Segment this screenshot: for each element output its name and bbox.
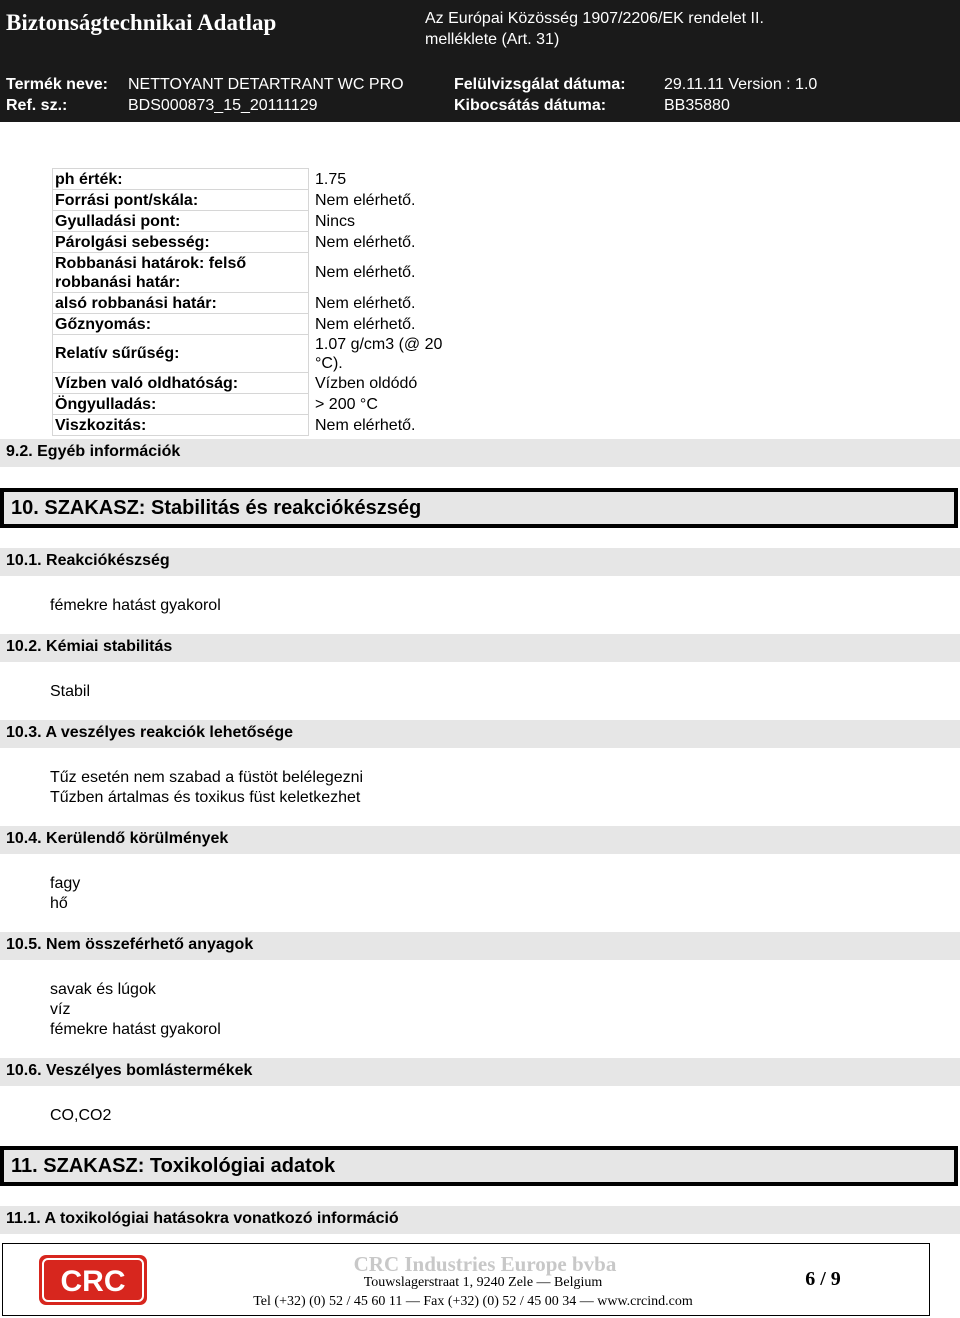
issue-date-label: Kibocsátás dátuma: [454, 97, 607, 114]
property-label: Öngyulladás: [53, 394, 309, 415]
chemical-stability-text: Stabil [50, 683, 91, 700]
text-line: savak és lúgok [50, 981, 156, 998]
text-line: hő [50, 895, 68, 912]
property-value: Nem elérhető. [315, 191, 416, 209]
property-label: Robbanási határok: felső robbanási határ: [53, 253, 309, 293]
ref-number-label: Ref. sz.: [6, 97, 68, 114]
table-row [53, 232, 472, 253]
regulation-line-2: melléklete (Art. 31) [425, 31, 560, 48]
subsection-heading-10-4: 10.4. Kerülendő körülmények [0, 826, 960, 854]
page-footer [2, 1243, 930, 1316]
section-heading-10: 10. SZAKASZ: Stabilitás és reakciókészség [0, 488, 958, 528]
property-value: 1.75 [315, 170, 347, 188]
revision-date-value: 29.11.11 Version : 1.0 [664, 76, 818, 93]
subsection-heading-10-3: 10.3. A veszélyes reakciók lehetősége [0, 720, 960, 748]
property-value: Nem elérhető. [315, 233, 416, 251]
property-label: Forrási pont/skála: [53, 190, 309, 211]
page-number: 6 / 9 [805, 1268, 841, 1290]
text-line: fagy [50, 875, 81, 892]
subsection-heading-10-6: 10.6. Veszélyes bomlástermékek [0, 1058, 960, 1086]
property-label: Relatív sűrűség: [53, 335, 309, 373]
property-value: Vízben oldódó [315, 374, 418, 392]
table-row [53, 211, 472, 232]
property-value: > 200 °C [315, 395, 378, 413]
table-row [53, 335, 472, 373]
property-label: Viszkozitás: [53, 415, 309, 436]
issue-date-value: BB35880 [664, 97, 730, 114]
section-heading-11: 11. SZAKASZ: Toxikológiai adatok [0, 1146, 958, 1186]
physical-properties-table [52, 168, 472, 436]
property-value: Nem elérhető. [315, 315, 416, 333]
subsection-heading-11-1: 11.1. A toxikológiai hatásokra vonatkozó információ [0, 1206, 960, 1234]
subsection-heading-10-1: 10.1. Reakciókészség [0, 548, 960, 576]
svg-text:CRC: CRC [60, 1265, 126, 1298]
text-line: fémekre hatást gyakorol [50, 1021, 221, 1038]
property-value: Nincs [315, 212, 356, 230]
subsection-heading-9-2: 9.2. Egyéb információk [0, 439, 960, 467]
subsection-heading-10-5: 10.5. Nem összeférhető anyagok [0, 932, 960, 960]
table-row [53, 415, 472, 436]
revision-date-label: Felülvizsgálat dátuma: [454, 76, 626, 93]
property-value: Nem elérhető. [315, 416, 416, 434]
table-row [53, 190, 472, 211]
table-row [53, 314, 472, 335]
product-name-value: NETTOYANT DETARTRANT WC PRO [128, 76, 404, 93]
reactivity-text: fémekre hatást gyakorol [50, 597, 221, 614]
table-row [53, 169, 472, 190]
table-row [53, 293, 472, 314]
table-row [53, 394, 472, 415]
table-row [53, 253, 472, 293]
crc-logo [39, 1255, 147, 1305]
text-line: Tűzben ártalmas és toxikus füst keletkezhet [50, 789, 361, 806]
property-label: Gyulladási pont: [53, 211, 309, 232]
property-label: Gőznyomás: [53, 314, 309, 335]
product-name-label: Termék neve: [6, 76, 108, 93]
property-value: Nem elérhető. [315, 294, 416, 312]
ref-number-value: BDS000873_15_20111129 [128, 97, 318, 114]
company-name: CRC Industries Europe bvba [353, 1252, 617, 1276]
company-address: Touwslagerstraat 1, 9240 Zele — Belgium [363, 1275, 603, 1290]
document-header [0, 0, 960, 62]
company-contact: Tel (+32) (0) 52 / 45 60 11 — Fax (+32) (0) 52 / 45 00 34 — www.crcind.com [253, 1294, 693, 1309]
property-value: Nem elérhető. [315, 264, 416, 281]
decomposition-products-text: CO,CO2 [50, 1107, 112, 1124]
text-line: víz [50, 1001, 71, 1018]
hazardous-reactions-text [50, 768, 363, 808]
property-label: ph érték: [53, 169, 309, 190]
document-title: Biztonságtechnikai Adatlap [6, 10, 277, 35]
subsection-heading-10-2: 10.2. Kémiai stabilitás [0, 634, 960, 662]
conditions-to-avoid-text [50, 874, 80, 914]
property-value: 1.07 g/cm3 (@ 20 °C). [315, 335, 443, 372]
property-label: Vízben való oldhatóság: [53, 373, 309, 394]
regulation-reference [425, 8, 805, 50]
table-row [53, 373, 472, 394]
incompatible-materials-text [50, 980, 221, 1040]
regulation-line-1: Az Európai Közösség 1907/2206/EK rendelet II. [425, 10, 764, 27]
property-label: Párolgási sebesség: [53, 232, 309, 253]
product-info-bar [0, 62, 960, 122]
text-line: Tűz esetén nem szabad a füstöt belélegezni [50, 769, 364, 786]
property-label: alsó robbanási határ: [53, 293, 309, 314]
